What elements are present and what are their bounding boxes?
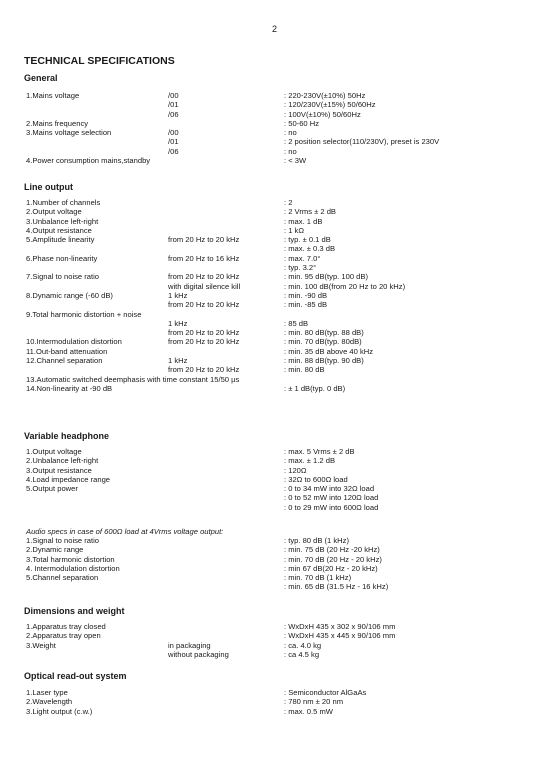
spec-value: : 0 to 29 mW into 600Ω load [284, 502, 379, 512]
spec-value: : 100V(±10%) 50/60Hz [284, 109, 361, 119]
spec-row [0, 226, 535, 235]
spec-label: 2.Unbalance left-right [26, 456, 99, 466]
spec-value: : min. 75 dB (20 Hz -20 kHz) [284, 545, 380, 555]
spec-condition: from 20 Hz to 20 kHz [168, 337, 240, 347]
spec-value: : min. 95 dB(typ. 100 dB) [284, 272, 368, 282]
spec-label: 1.Number of channels [26, 198, 101, 207]
spec-row [0, 217, 535, 226]
spec-condition: /00 [168, 128, 179, 138]
spec-row [0, 641, 535, 650]
spec-label: 5.Amplitude linearity [26, 235, 95, 245]
spec-row [0, 707, 535, 716]
spec-value: : max. 1 dB [284, 216, 323, 226]
spec-value: : max. ± 0.3 dB [284, 244, 336, 254]
section-heading-dimensions: Dimensions and weight [24, 606, 125, 616]
spec-label: 3.Mains voltage selection [26, 128, 112, 138]
spec-condition: with digital silence kill [168, 281, 241, 291]
section-rows-variable-headphone [0, 447, 535, 512]
spec-condition: /06 [168, 109, 179, 119]
spec-row [0, 337, 535, 346]
spec-row [0, 375, 535, 384]
spec-row [0, 328, 535, 337]
spec-condition: from 20 Hz to 20 kHz [168, 328, 240, 338]
spec-value: : no [284, 146, 297, 156]
spec-condition: 1 kHz [168, 356, 188, 366]
spec-condition: from 20 Hz to 20 kHz [168, 272, 240, 282]
spec-row [0, 697, 535, 706]
section-rows-headphone-audio [0, 536, 535, 592]
spec-label: 3.Total harmonic distortion [26, 554, 115, 564]
spec-label: 2.Output voltage [26, 207, 82, 217]
spec-row [0, 235, 535, 244]
spec-row [0, 156, 535, 165]
spec-label: 2.Dynamic range [26, 545, 84, 555]
spec-condition: /01 [168, 137, 179, 147]
spec-row [0, 319, 535, 328]
spec-condition: from 20 Hz to 16 kHz [168, 253, 240, 263]
spec-label: 4. Intermodulation distortion [26, 563, 120, 573]
spec-value: : 32Ω to 600Ω load [284, 474, 348, 484]
spec-value: : min. 70 dB (1 kHz) [284, 573, 352, 583]
spec-row [0, 564, 535, 573]
spec-value: : max. 5 Vrms ± 2 dB [284, 447, 355, 456]
spec-value: : min. 65 dB (31.5 Hz - 16 kHz) [284, 582, 389, 592]
spec-row [0, 622, 535, 631]
spec-value: : ca 4.5 kg [284, 649, 320, 659]
spec-value: : no [284, 128, 297, 138]
spec-row [0, 484, 535, 493]
spec-value: : max. 0.5 mW [284, 706, 333, 716]
spec-row [0, 466, 535, 475]
spec-value: : typ. 80 dB (1 kHz) [284, 536, 349, 545]
spec-value: : min. 70 dB (20 Hz - 20 kHz) [284, 554, 382, 564]
spec-value: : ca. 4.0 kg [284, 640, 322, 650]
spec-value: : Semiconductor AlGaAs [284, 688, 367, 697]
spec-row [0, 300, 535, 309]
spec-value: : 50-60 Hz [284, 118, 320, 128]
spec-value: : min. -85 dB [284, 300, 328, 310]
spec-row [0, 555, 535, 564]
spec-row [0, 582, 535, 591]
section-heading-variable-headphone: Variable headphone [24, 431, 110, 441]
spec-label: 3.Output resistance [26, 465, 92, 475]
spec-row [0, 128, 535, 137]
spec-label: 9.Total harmonic distortion + noise [26, 309, 142, 319]
spec-condition: /06 [168, 146, 179, 156]
spec-label: 1.Output voltage [26, 447, 82, 456]
spec-label: 7.Signal to noise ratio [26, 272, 100, 282]
spec-value: : 0 to 34 mW into 32Ω load [284, 484, 375, 494]
spec-row [0, 137, 535, 146]
spec-value: : 780 nm ± 20 nm [284, 697, 344, 707]
spec-row [0, 536, 535, 545]
spec-label: 1.Laser type [26, 688, 68, 697]
section-rows-optical [0, 688, 535, 716]
spec-value: : ± 1 dB(typ. 0 dB) [284, 383, 346, 393]
spec-row [0, 282, 535, 291]
spec-value: : max. ± 1.2 dB [284, 456, 336, 466]
spec-label: 5.Channel separation [26, 573, 99, 583]
spec-row [0, 254, 535, 263]
spec-condition: /00 [168, 91, 179, 100]
spec-value: : 0 to 52 mW into 120Ω load [284, 493, 379, 503]
section-heading-optical: Optical read-out system [24, 671, 127, 681]
spec-condition: from 20 Hz to 20 kHz [168, 365, 240, 375]
spec-value: : max. 7.0° [284, 253, 321, 263]
spec-row [0, 310, 535, 319]
spec-row [0, 100, 535, 109]
spec-value: : < 3W [284, 156, 307, 166]
spec-value: : min 67 dB(20 Hz - 20 kHz) [284, 563, 378, 573]
spec-row [0, 365, 535, 374]
spec-condition: 1 kHz [168, 318, 188, 328]
spec-condition: without packaging [168, 649, 229, 659]
spec-value: : min. -90 dB [284, 290, 328, 300]
spec-value: : 1 kΩ [284, 225, 305, 235]
spec-row [0, 503, 535, 512]
page-title: TECHNICAL SPECIFICATIONS [24, 55, 175, 67]
spec-label: 1.Apparatus tray closed [26, 622, 106, 631]
spec-row [0, 631, 535, 640]
spec-label: 5.Output power [26, 484, 78, 494]
spec-row [0, 650, 535, 659]
spec-value: : typ. 3.2° [284, 263, 317, 273]
section-heading-general: General [24, 73, 58, 83]
spec-row [0, 147, 535, 156]
spec-label: 1.Signal to noise ratio [26, 536, 100, 545]
spec-value: : 120Ω [284, 465, 307, 475]
spec-row [0, 384, 535, 393]
section-rows-line-output [0, 198, 535, 393]
spec-row [0, 207, 535, 216]
spec-label: 4.Power consumption mains,standby [26, 156, 151, 166]
spec-label: 3.Weight [26, 640, 56, 650]
spec-value: : 2 [284, 198, 293, 207]
spec-row [0, 119, 535, 128]
spec-condition: in packaging [168, 640, 211, 650]
spec-row [0, 688, 535, 697]
spec-row [0, 447, 535, 456]
spec-condition: /01 [168, 100, 179, 110]
spec-label: 8.Dynamic range (-60 dB) [26, 290, 113, 300]
spec-value: : min. 80 dB(typ. 88 dB) [284, 328, 364, 338]
spec-condition: from 20 Hz to 20 kHz [168, 300, 240, 310]
spec-label: 2.Mains frequency [26, 118, 89, 128]
section-rows-dimensions [0, 622, 535, 659]
spec-label: 14.Non-linearity at -90 dB [26, 383, 113, 393]
spec-row [0, 356, 535, 365]
spec-row [0, 475, 535, 484]
spec-condition: from 20 Hz to 20 kHz [168, 235, 240, 245]
section-rows-general [0, 91, 535, 165]
spec-label: 4.Load impedance range [26, 474, 111, 484]
spec-value: : WxDxH 435 x 445 x 90/106 mm [284, 631, 396, 641]
section-heading-line-output: Line output [24, 182, 73, 192]
headphone-audio-note: Audio specs in case of 600Ω load at 4Vrms voltage output: [26, 527, 224, 536]
spec-row [0, 91, 535, 100]
spec-label: 13.Automatic switched deemphasis with time constant 15/50 µs [26, 374, 240, 384]
spec-row [0, 244, 535, 253]
spec-row [0, 198, 535, 207]
spec-label: 10.Intermodulation distortion [26, 337, 122, 347]
spec-value: : 220-230V(±10%) 50Hz [284, 91, 366, 100]
spec-row [0, 272, 535, 281]
spec-label: 2.Apparatus tray open [26, 631, 101, 641]
spec-label: 3.Light output (c.w.) [26, 706, 93, 716]
spec-value: : min. 100 dB(from 20 Hz to 20 kHz) [284, 281, 406, 291]
spec-row [0, 110, 535, 119]
spec-row [0, 493, 535, 502]
spec-label: 3.Unbalance left-right [26, 216, 99, 226]
spec-row [0, 573, 535, 582]
spec-condition: 1 kHz [168, 290, 188, 300]
spec-value: : min. 88 dB(typ. 90 dB) [284, 356, 364, 366]
spec-label: 11.Out-band attenuation [26, 346, 108, 356]
spec-row [0, 456, 535, 465]
spec-label: 12.Channel separation [26, 356, 103, 366]
spec-row [0, 545, 535, 554]
spec-value: : 85 dB [284, 318, 309, 328]
spec-value: : 2 position selector(110/230V), preset is 230V [284, 137, 440, 147]
spec-value: : typ. ± 0.1 dB [284, 235, 331, 245]
spec-value: : min. 70 dB(typ. 80dB) [284, 337, 362, 347]
spec-label: 6.Phase non-linearity [26, 253, 98, 263]
spec-label: 1.Mains voltage [26, 91, 80, 100]
spec-value: : WxDxH 435 x 302 x 90/106 mm [284, 622, 396, 631]
spec-value: : 120/230V(±15%) 50/60Hz [284, 100, 376, 110]
page-number: 2 [272, 24, 278, 34]
spec-value: : min. 80 dB [284, 365, 325, 375]
spec-value: : 2 Vrms ± 2 dB [284, 207, 336, 217]
spec-value: : min. 35 dB above 40 kHz [284, 346, 374, 356]
spec-label: 2.Wavelength [26, 697, 73, 707]
spec-row [0, 263, 535, 272]
spec-label: 4.Output resistance [26, 225, 92, 235]
spec-row [0, 347, 535, 356]
spec-row [0, 291, 535, 300]
